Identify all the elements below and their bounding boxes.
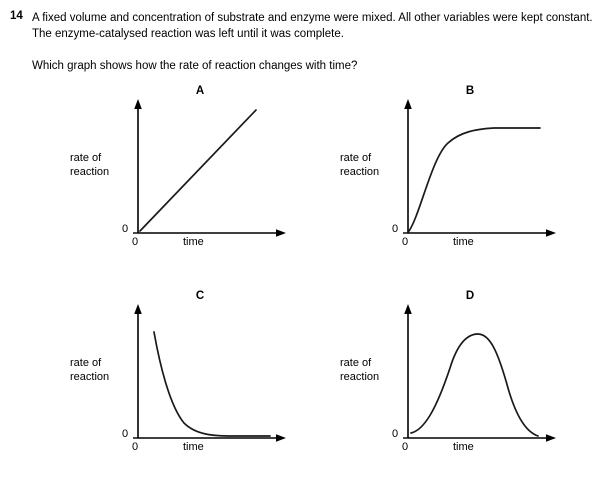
graph-option-c bbox=[70, 290, 330, 460]
x-axis-caption-a: time bbox=[183, 236, 204, 248]
x-origin-zero-c: 0 bbox=[132, 441, 139, 453]
graph-option-a bbox=[70, 85, 330, 255]
y-axis-caption-a bbox=[70, 151, 132, 179]
graph-option-d bbox=[340, 290, 600, 460]
x-origin-zero-b: 0 bbox=[402, 236, 409, 248]
graph-svg-a bbox=[128, 85, 328, 245]
origin-zero-d: 0 bbox=[392, 428, 399, 440]
question-lead: Which graph shows how the rate of reaction changes with time? bbox=[32, 60, 358, 72]
question-stem: A fixed volume and concentration of substrate and enzyme were mixed. All other variables were kept constant. The enzyme-catalysed reaction was left until it was complete. bbox=[32, 12, 593, 40]
graph-label-b: B bbox=[465, 85, 475, 97]
graph-svg-d bbox=[398, 290, 598, 450]
graph-label-c: C bbox=[195, 290, 205, 302]
y-axis-caption-b bbox=[340, 151, 402, 179]
x-axis-caption-b: time bbox=[453, 236, 474, 248]
x-origin-zero-d: 0 bbox=[402, 441, 409, 453]
y-axis-caption-line2: reaction bbox=[70, 371, 110, 383]
y-axis-caption-line2: reaction bbox=[70, 166, 110, 178]
y-axis-caption-line1: rate of bbox=[340, 357, 372, 369]
origin-zero-a: 0 bbox=[122, 223, 129, 235]
y-axis-caption-line1: rate of bbox=[340, 152, 372, 164]
x-axis-caption-d: time bbox=[453, 441, 474, 453]
graph-svg-c bbox=[128, 290, 328, 450]
origin-zero-c: 0 bbox=[122, 428, 129, 440]
y-axis-caption-line1: rate of bbox=[70, 357, 102, 369]
y-axis-caption-c bbox=[70, 356, 132, 384]
graph-label-d: D bbox=[465, 290, 475, 302]
y-axis-caption-line2: reaction bbox=[340, 166, 380, 178]
origin-zero-b: 0 bbox=[392, 223, 399, 235]
x-axis-caption-c: time bbox=[183, 441, 204, 453]
y-axis-caption-line2: reaction bbox=[340, 371, 380, 383]
graph-label-a: A bbox=[195, 85, 205, 97]
x-origin-zero-a: 0 bbox=[132, 236, 139, 248]
y-axis-caption-line1: rate of bbox=[70, 152, 102, 164]
question-number: 14 bbox=[10, 10, 23, 22]
graph-option-b bbox=[340, 85, 600, 255]
graph-svg-b bbox=[398, 85, 598, 245]
y-axis-caption-d bbox=[340, 356, 402, 384]
